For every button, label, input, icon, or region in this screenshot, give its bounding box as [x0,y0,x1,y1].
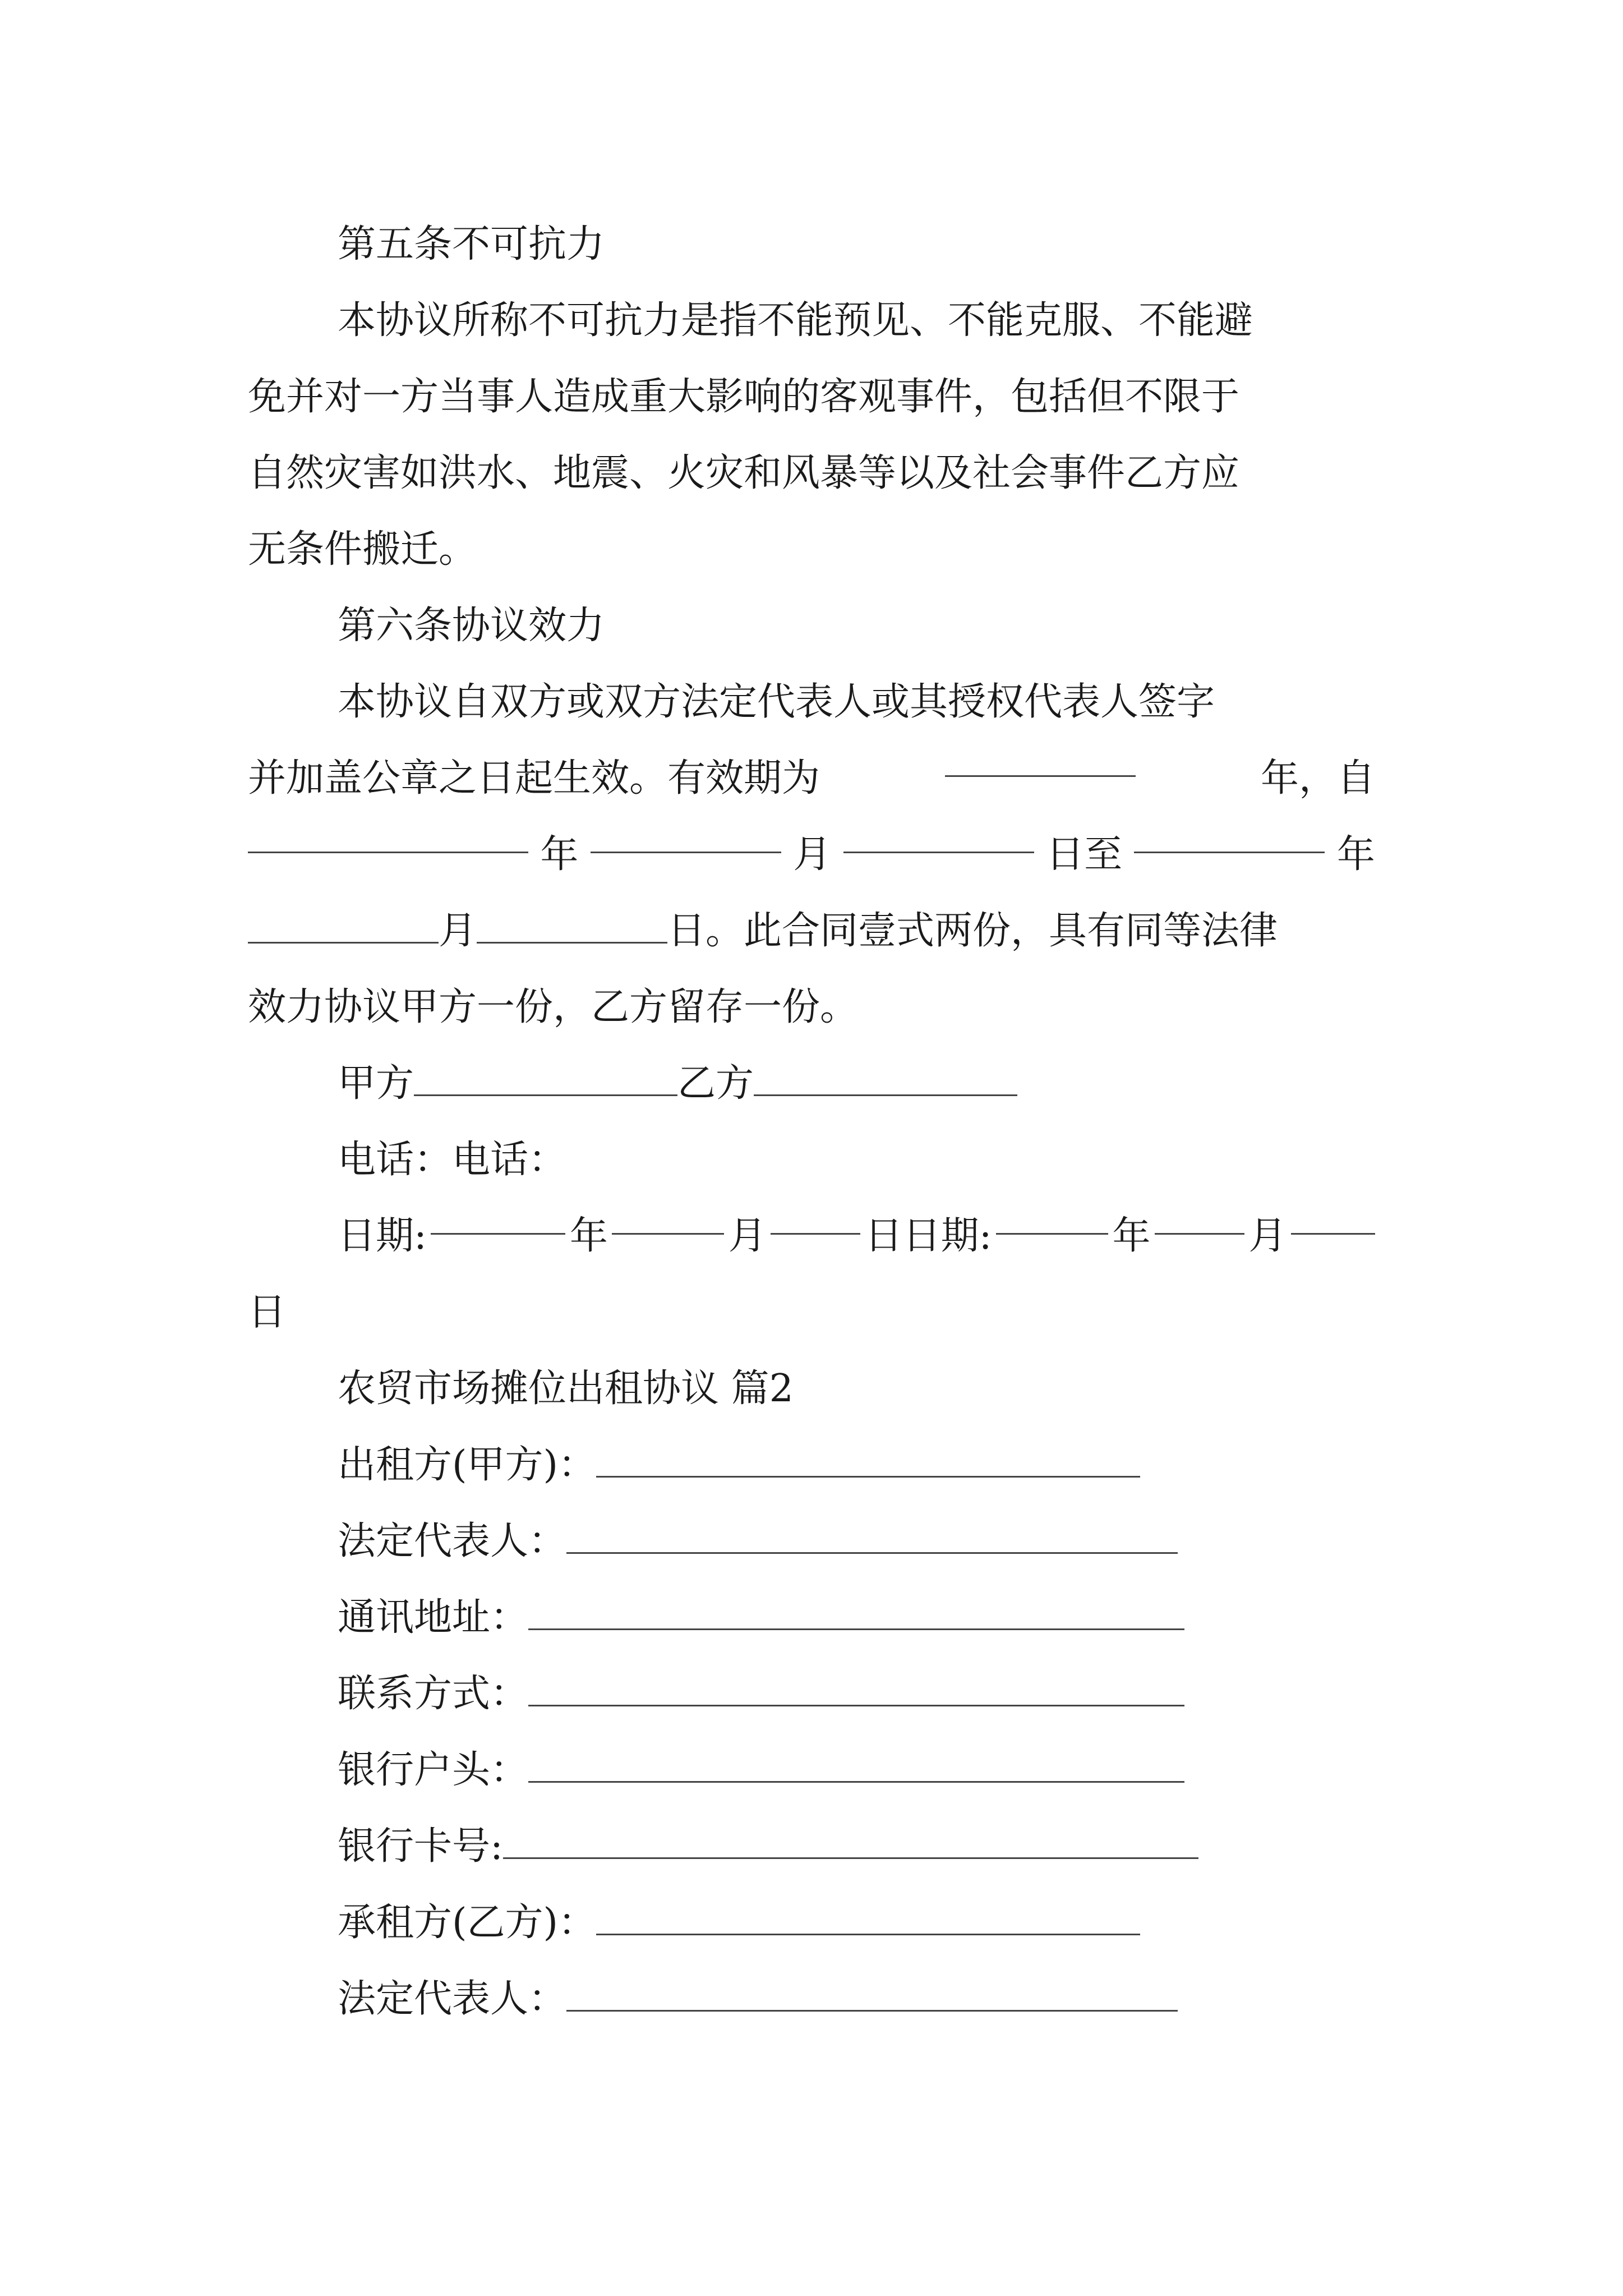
signature-parties [338,1046,1017,1122]
lessor-label: 出租方(甲方)： [338,1443,597,1487]
day-date-label: 日日期: [864,1214,992,1258]
lessor-input[interactable] [596,1441,1140,1478]
date-a-year-blank[interactable] [431,1198,565,1235]
lessor-field [338,1427,1140,1503]
article6-line-5: 效力协议甲方一份，乙方留存一份。 [248,985,859,1029]
contact-field [338,1656,1184,1732]
party-b-label: 乙方 [677,1061,754,1106]
agreement2-title: 农贸市场摊位出租协议 篇2 [338,1366,794,1411]
article5-line-3: 自然灾害如洪水、地震、火灾和风暴等以及社会事件乙方应 [248,451,1240,495]
address-input[interactable] [528,1594,1184,1630]
end-day-blank[interactable] [477,907,667,944]
date-a-month-blank[interactable] [612,1198,724,1235]
lessor-representative-input[interactable] [566,1517,1178,1554]
day-to-label: 日至 [1046,832,1123,877]
validity-years-blank[interactable] [945,740,1136,777]
article6-line-1: 本协议自双方或双方法定代表人或其授权代表人签字 [338,680,1215,724]
article5-line-4: 无条件搬迁。 [248,527,477,572]
party-a-label: 甲方 [338,1061,414,1106]
month-label: 月 [728,1214,767,1258]
lessee-label: 承租方(乙方)： [338,1901,597,1945]
lessee-representative-label: 法定代表人： [338,1977,567,2021]
year-label: 年 [1336,832,1375,877]
article5-line-2: 免并对一方当事人造成重大影响的客观事件，包括但不限于 [248,375,1240,419]
party-b-blank[interactable] [754,1060,1017,1096]
start-day-blank[interactable] [843,817,1034,853]
bank-card-input[interactable] [503,1823,1198,1859]
month-label: 月 [439,909,477,953]
date-line [338,1198,1375,1274]
date-b-day-blank[interactable] [1291,1198,1375,1235]
date-a-day-blank[interactable] [771,1198,860,1235]
lessor-representative-label: 法定代表人： [338,1519,567,1563]
month-label: 月 [793,832,832,877]
article6-line-4-tail: 日。此合同壹式两份，具有同等法律 [667,909,1278,953]
article6-line-2-prefix: 并加盖公章之日起生效。有效期为 [248,756,820,800]
start-year-blank[interactable] [248,817,528,853]
start-month-blank[interactable] [591,817,781,853]
contact-input[interactable] [528,1670,1184,1706]
address-label: 通讯地址： [338,1595,529,1640]
trailing-day: 日 [248,1290,287,1335]
lessee-field [338,1885,1140,1961]
article6-line-3 [248,817,1375,893]
date-label: 日期: [338,1214,427,1258]
lessee-input[interactable] [596,1899,1140,1935]
article6-line-4 [248,893,1278,969]
date-b-year-blank[interactable] [996,1198,1108,1235]
lessor-representative-field [338,1503,1178,1580]
bank-card-field [338,1809,1198,1885]
bank-account-input[interactable] [528,1746,1184,1783]
year-label: 年 [1112,1214,1151,1258]
year-label: 年 [540,832,579,877]
end-year-blank[interactable] [1134,817,1325,853]
article5-heading: 第五条不可抗力 [338,222,605,266]
bank-account-field [338,1732,1184,1809]
date-b-month-blank[interactable] [1155,1198,1244,1235]
month-label: 月 [1248,1214,1287,1258]
year-label: 年 [569,1214,608,1258]
bank-account-label: 银行户头： [338,1748,529,1792]
bank-card-label: 银行卡号: [338,1824,503,1869]
article5-line-1: 本协议所称不可抗力是指不能预见、不能克服、不能避 [338,298,1253,343]
party-a-blank[interactable] [414,1060,677,1096]
article6-line-2 [248,740,1375,817]
end-month-blank[interactable] [248,907,439,944]
phone-line: 电话：电话： [338,1138,567,1182]
lessee-representative-input[interactable] [566,1975,1178,2012]
article6-line-2-suffix: 年，自 [1260,756,1375,800]
article6-heading: 第六条协议效力 [338,604,605,648]
lessee-representative-field [338,1961,1178,2037]
contact-label: 联系方式： [338,1672,529,1716]
address-field [338,1580,1184,1656]
